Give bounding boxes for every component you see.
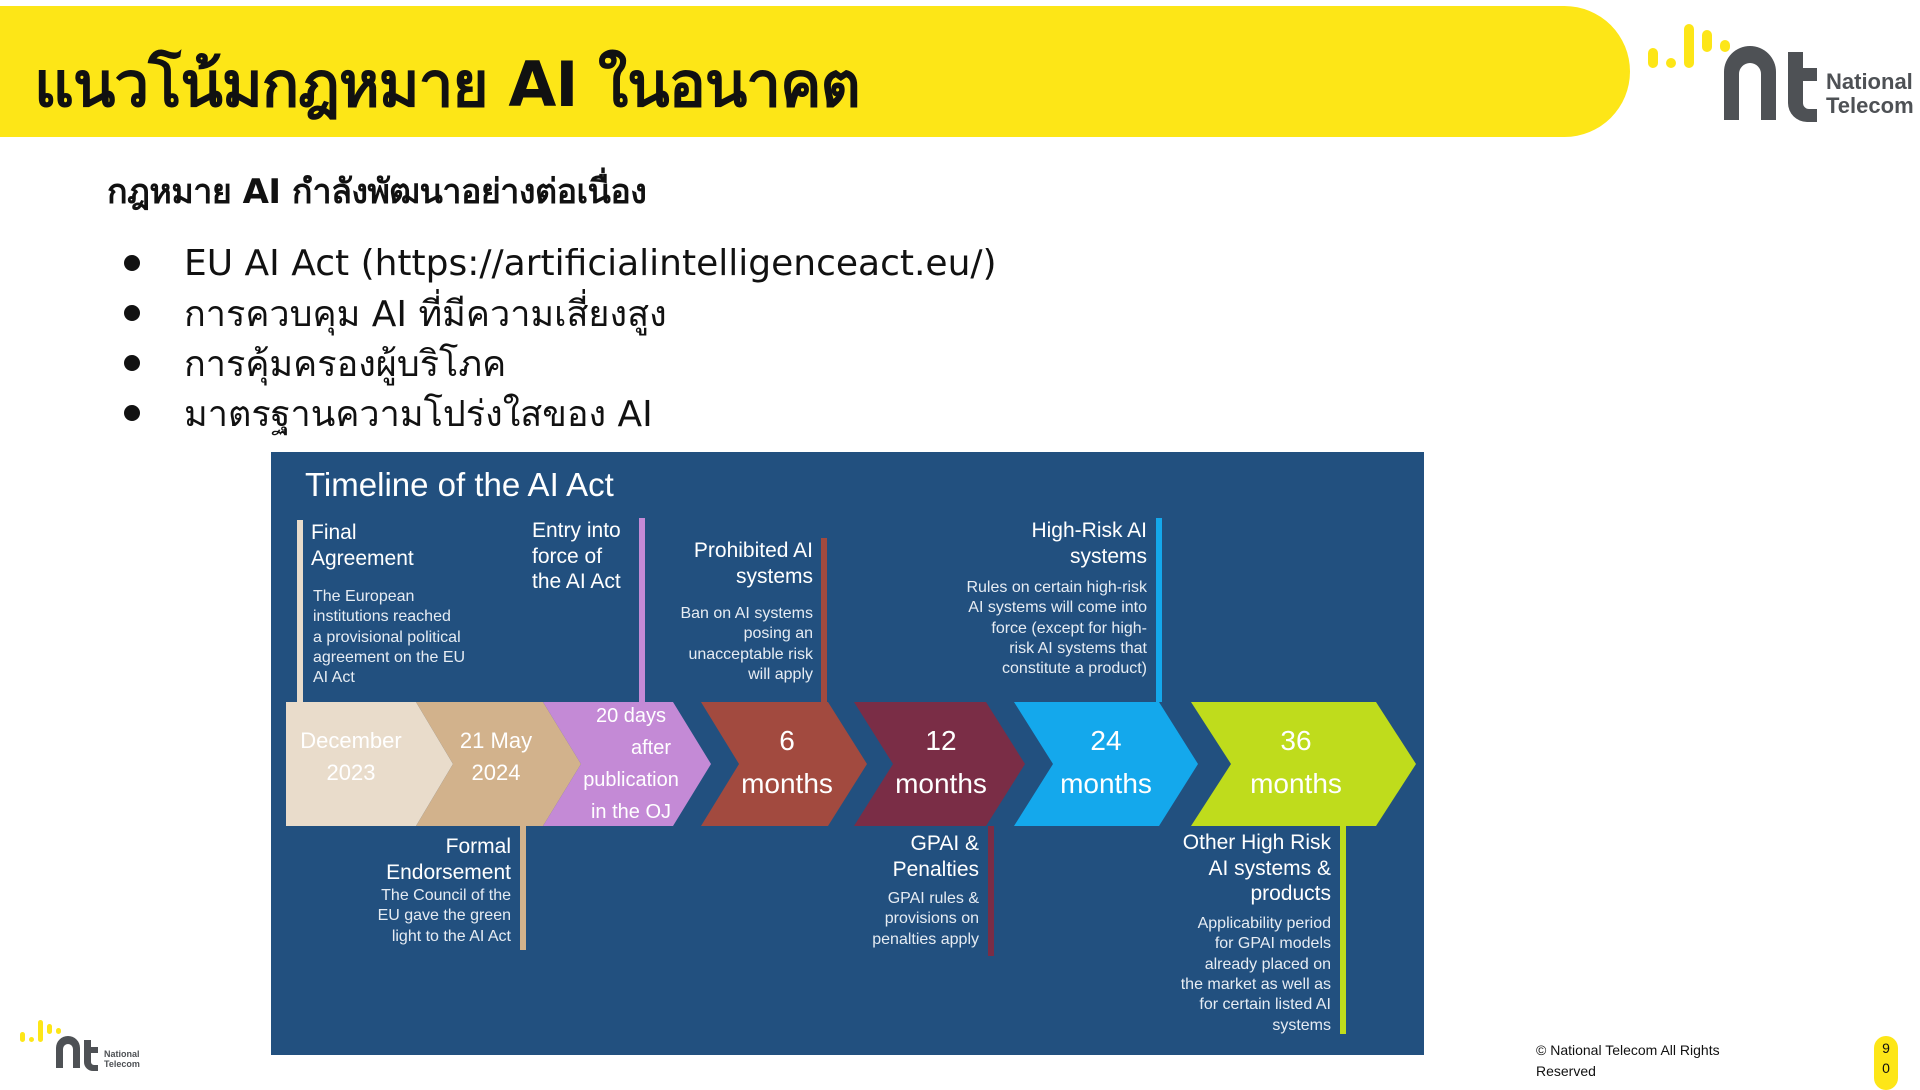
- bullet-list: [118, 238, 997, 438]
- connector-line: [821, 538, 827, 702]
- connector-line: [1156, 518, 1162, 702]
- footer-logo: [18, 1016, 158, 1074]
- milestone-label-12-months: 12 months: [895, 725, 987, 800]
- event-desc-other-high-risk: Applicability period for GPAI models already placed on the market as well as for certain listed AI systems: [1180, 915, 1331, 1034]
- copyright-text: © National Telecom All Rights Reserved: [1536, 1042, 1720, 1079]
- event-desc-final-agreement: The European institutions reached a provisional political agreement on the EU AI Act: [313, 588, 466, 687]
- event-desc-high-risk: Rules on certain high-risk AI systems will come into force (except for high- risk AI systems that constitute a product): [966, 579, 1147, 678]
- list-item: การควบคุม AI ที่มีความเสี่ยงสูง: [118, 288, 997, 338]
- bullet-icon: [124, 355, 140, 371]
- footer-brand-name: National Telecom: [104, 1049, 140, 1069]
- brand-name: National Telecom: [1826, 69, 1914, 119]
- milestone-label-6-months: 6 months: [741, 725, 833, 800]
- event-heading-gpai: GPAI & Penalties: [892, 832, 979, 881]
- subtitle: กฎหมาย AI กำลังพัฒนาอย่างต่อเนื่อง: [107, 172, 647, 212]
- event-heading-high-risk: High-Risk AI systems: [1031, 519, 1147, 568]
- list-item: EU AI Act (https://artificialintelligenceact.eu/): [118, 238, 997, 288]
- list-item: การคุ้มครองผู้บริโภค: [118, 338, 997, 388]
- page-number-badge: 9 0: [1874, 1036, 1898, 1090]
- milestone-label-dec-2023: December 2023: [300, 728, 402, 785]
- connector-line: [639, 518, 645, 702]
- bullet-icon: [124, 305, 140, 321]
- connector-line: [520, 826, 526, 950]
- connector-line: [297, 520, 303, 702]
- milestone-label-may-2024: 21 May 2024: [459, 728, 533, 785]
- milestone-label-24-months: 24 months: [1060, 725, 1152, 800]
- list-item: มาตรฐานความโปร่งใสของ AI: [118, 388, 997, 438]
- event-heading-other-high-risk: Other High Risk AI systems & products: [1182, 831, 1331, 906]
- timeline-title: Timeline of the AI Act: [305, 466, 614, 503]
- event-desc-prohibited: Ban on AI systems posing an unacceptable risk will apply: [680, 605, 813, 683]
- milestone-label-20-days: 20 days after publication in the OJ: [583, 705, 679, 823]
- event-desc-gpai: GPAI rules & provisions on penalties apply: [872, 890, 979, 948]
- bullet-icon: [124, 405, 140, 421]
- event-desc-formal-endorsement: The Council of the EU gave the green light to the AI Act: [377, 887, 511, 945]
- milestone-label-36-months: 36 months: [1250, 725, 1342, 800]
- bullet-icon: [124, 255, 140, 271]
- connector-line: [988, 826, 994, 956]
- event-heading-entry-into-force: Entry into force of the AI Act: [532, 519, 621, 594]
- timeline-graphic: [271, 452, 1424, 1055]
- connector-line: [1340, 826, 1346, 1034]
- event-heading-formal-endorsement: Formal Endorsement: [386, 835, 511, 884]
- event-heading-prohibited: Prohibited AI systems: [693, 539, 813, 588]
- page-title: แนวโน้มกฎหมาย AI ในอนาคต: [34, 48, 860, 121]
- event-heading-final-agreement: Final Agreement: [311, 521, 414, 570]
- brand-logo: [1648, 10, 1920, 130]
